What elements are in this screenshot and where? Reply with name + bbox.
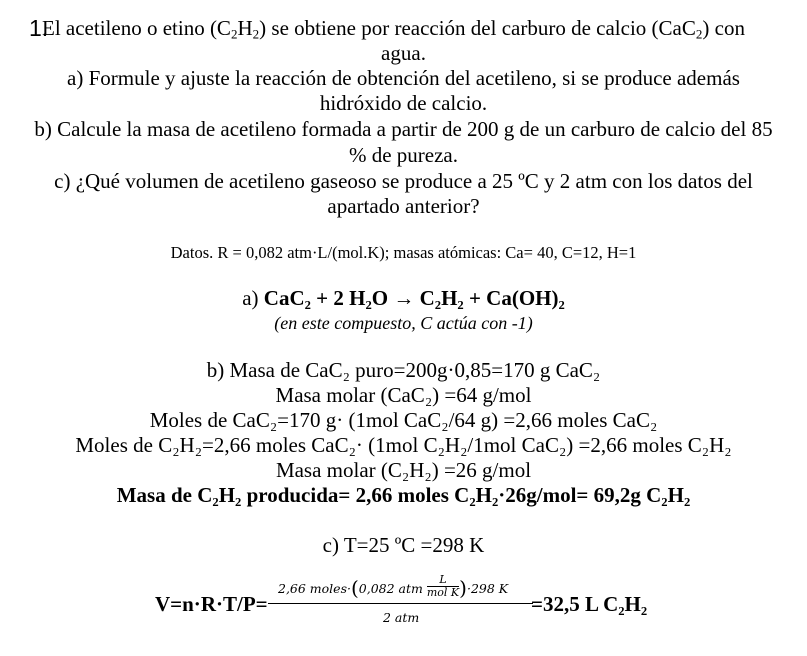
question-c-line2: apartado anterior? [327,194,480,218]
answer-a-equation: a) CaC₂ + 2 H₂O → C₂H₂ + Ca(OH)₂ [242,286,565,310]
question-c-line1: c) ¿Qué volumen de acetileno gaseoso se produce a 25 ºC y 2 atm con los datos del [54,169,753,193]
answer-b-line4: Moles de C₂H₂=2,66 moles CaC₂· (1mol C₂H₂/1mol CaC₂) =2,66 moles C₂H₂ [75,433,732,457]
answer-c-temperature: c) T=25 ºC =298 K [322,533,485,557]
question-a-line2: hidróxido de calcio. [319,91,488,115]
answer-b-line3: Moles de CaC₂=170 g· (1mol CaC₂/64 g) =2,66 moles CaC₂ [149,408,658,432]
answer-b-line2: Masa molar (CaC₂) =64 g/mol [275,383,532,407]
unit-fraction: $\frac{L}{\text{mol K}}$ [426,573,460,599]
fraction-numerator: 2,66 moles·(0,082 atm $\frac{L}{\text{mol K}}$ )·298 K [278,573,509,600]
answer-b-line6: Masa de C₂H₂ producida= 2,66 moles C₂H₂·26g/mol= 69,2g C₂H₂ [116,483,691,507]
volume-result: =32,5 L C₂H₂ [531,592,648,616]
datos-line: Datos. R = 0,082 atm·L/(mol.K); masas atómicas: Ca= 40, C=12, H=1 [170,243,637,262]
answer-b-line1: b) Masa de CaC₂ puro=200g·0,85=170 g CaC₂ [206,358,601,382]
question-number: 1. [29,15,49,41]
answer-a-note: (en este compuesto, C actúa con -1) [274,313,533,333]
answer-b-line5: Masa molar (C₂H₂) =26 g/mol [275,458,532,482]
question-b-line2: % de pureza. [348,143,459,167]
fraction-denominator: 2 atm [383,610,420,625]
volume-formula [0,570,807,630]
question-b-line1: b) Calcule la masa de acetileno formada a partir de 200 g de un carburo de calcio del 85 [34,117,773,141]
question-intro: El acetileno o etino $(C_2H_2)$ se obtiene por reacción del carburo de calcio (CaC$_2$) con [42,16,745,42]
question-intro-line2: agua. [381,41,426,65]
formula-label: V=n·R·T/P= [155,592,268,616]
question-a-line1: a) Formule y ajuste la reacción de obtención del acetileno, si se produce además [67,66,740,90]
fraction-bar [268,603,533,604]
